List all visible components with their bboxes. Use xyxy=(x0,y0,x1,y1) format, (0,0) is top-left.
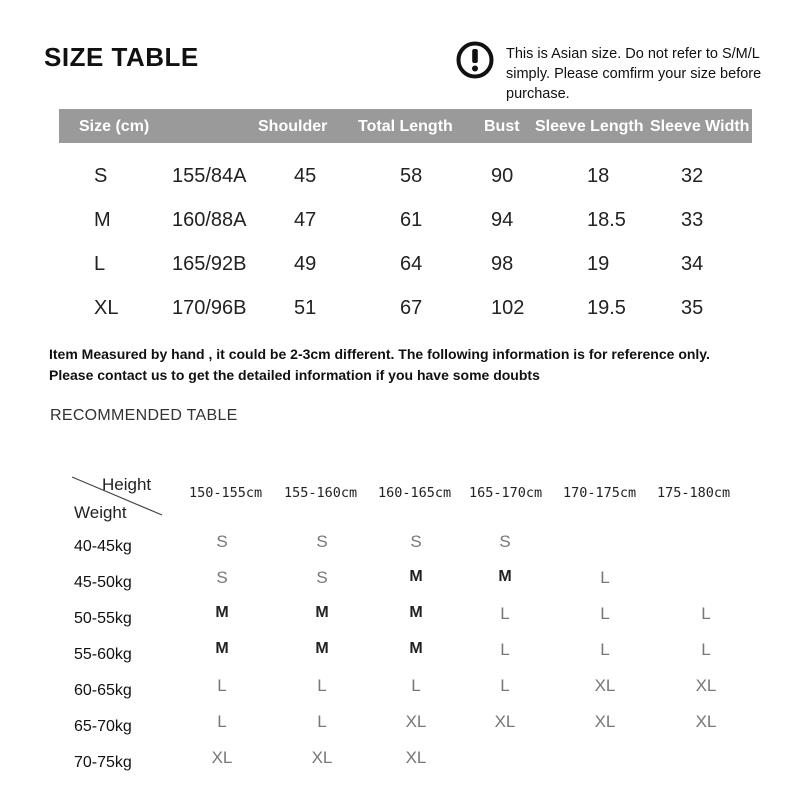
size-value-cell: 51 xyxy=(294,297,317,319)
size-value-cell: 170/96B xyxy=(172,297,247,319)
corner-label-height: Height xyxy=(102,475,152,494)
recommended-size-cell: XL xyxy=(211,748,233,767)
recommended-size-cell: L xyxy=(600,640,610,659)
exclamation-circle-icon xyxy=(456,41,494,79)
size-header-cell: Sleeve Length xyxy=(535,118,644,135)
recommended-size-cell: L xyxy=(317,676,327,695)
recommended-size-cell: M xyxy=(215,640,229,657)
size-value-cell: 102 xyxy=(491,297,525,319)
recommended-size-cell: XL xyxy=(405,748,427,767)
recommended-size-cell: L xyxy=(500,676,510,695)
recommended-size-cell: M xyxy=(315,604,329,621)
disclaimer-line-1: Item Measured by hand , it could be 2-3cm different. The following information is for reference only. xyxy=(49,346,710,362)
recommended-size-cell: XL xyxy=(695,712,717,731)
weight-row-header: 45-50kg xyxy=(74,574,132,591)
height-column-header: 150-155cm xyxy=(189,485,263,501)
recommended-size-cell: L xyxy=(411,676,421,695)
size-value-cell: 32 xyxy=(681,165,704,187)
recommended-size-cell: M xyxy=(409,568,423,585)
recommended-size-cell: S xyxy=(316,568,328,587)
size-value-cell: 19.5 xyxy=(587,297,626,319)
height-column-header: 175-180cm xyxy=(657,485,731,501)
recommended-size-cell: S xyxy=(499,532,511,551)
height-column-header: 165-170cm xyxy=(469,485,543,501)
weight-row-header: 55-60kg xyxy=(74,646,132,663)
height-column-header: 160-165cm xyxy=(378,485,452,501)
recommended-size-cell: XL xyxy=(405,712,427,731)
size-value-cell: 34 xyxy=(681,253,704,275)
height-column-header: 155-160cm xyxy=(284,485,358,501)
recommended-size-cell: M xyxy=(498,568,512,585)
size-label-cell: L xyxy=(94,253,106,275)
size-value-cell: 94 xyxy=(491,209,514,231)
size-value-cell: 155/84A xyxy=(172,165,247,187)
height-column-header: 170-175cm xyxy=(563,485,637,501)
recommended-size-cell: XL xyxy=(494,712,516,731)
size-value-cell: 67 xyxy=(400,297,423,319)
size-value-cell: 47 xyxy=(294,209,317,231)
size-label-cell: M xyxy=(94,209,111,231)
recommended-size-cell: M xyxy=(315,640,329,657)
recommended-size-cell: L xyxy=(701,640,711,659)
size-value-cell: 64 xyxy=(400,253,423,275)
recommended-size-cell: L xyxy=(217,676,227,695)
size-header-cell: Size (cm) xyxy=(79,118,150,135)
size-value-cell: 58 xyxy=(400,165,423,187)
asian-size-note: This is Asian size. Do not refer to S/M/L simply. Please comfirm your size before purchase. xyxy=(506,46,762,102)
size-label-cell: XL xyxy=(94,297,119,319)
recommended-size-cell: L xyxy=(317,712,327,731)
recommended-size-cell: L xyxy=(500,604,510,623)
weight-row-header: 65-70kg xyxy=(74,718,132,735)
weight-row-header: 70-75kg xyxy=(74,754,132,771)
size-value-cell: 18.5 xyxy=(587,209,626,231)
size-value-cell: 160/88A xyxy=(172,209,247,231)
recommended-size-cell: L xyxy=(600,568,610,587)
recommended-size-cell: L xyxy=(701,604,711,623)
size-header-cell: Sleeve Width xyxy=(650,118,750,135)
recommended-size-cell: L xyxy=(217,712,227,731)
recommended-size-cell: S xyxy=(410,532,422,551)
recommended-size-cell: S xyxy=(316,532,328,551)
size-value-cell: 45 xyxy=(294,165,317,187)
size-value-cell: 49 xyxy=(294,253,317,275)
disclaimer-line-2: Please contact us to get the detailed information if you have some doubts xyxy=(49,367,540,383)
corner-label-weight: Weight xyxy=(74,503,127,522)
size-value-cell: 35 xyxy=(681,297,704,319)
recommended-size-cell: S xyxy=(216,532,228,551)
recommended-size-cell: S xyxy=(216,568,228,587)
recommended-table-title: RECOMMENDED TABLE xyxy=(50,407,238,424)
recommended-size-cell: M xyxy=(409,604,423,621)
size-label-cell: S xyxy=(94,165,108,187)
recommended-size-cell: XL xyxy=(695,676,717,695)
weight-row-header: 40-45kg xyxy=(74,538,132,555)
recommended-size-cell: XL xyxy=(594,712,616,731)
size-value-cell: 18 xyxy=(587,165,610,187)
measurement-disclaimer xyxy=(49,344,710,386)
weight-row-header: 50-55kg xyxy=(74,610,132,627)
size-value-cell: 165/92B xyxy=(172,253,247,275)
recommended-size-cell: M xyxy=(409,640,423,657)
recommended-size-cell: M xyxy=(215,604,229,621)
recommended-size-cell: L xyxy=(600,604,610,623)
size-value-cell: 61 xyxy=(400,209,423,231)
size-header-cell: Shoulder xyxy=(258,118,328,135)
size-value-cell: 90 xyxy=(491,165,514,187)
recommended-size-cell: XL xyxy=(311,748,333,767)
size-value-cell: 98 xyxy=(491,253,514,275)
size-header-cell: Total Length xyxy=(358,118,453,135)
size-value-cell: 19 xyxy=(587,253,610,275)
size-value-cell: 33 xyxy=(681,209,704,231)
recommended-size-cell: XL xyxy=(594,676,616,695)
size-table-title: SIZE TABLE xyxy=(44,42,199,72)
recommended-size-cell: L xyxy=(500,640,510,659)
weight-row-header: 60-65kg xyxy=(74,682,132,699)
size-header-cell: Bust xyxy=(484,118,520,135)
